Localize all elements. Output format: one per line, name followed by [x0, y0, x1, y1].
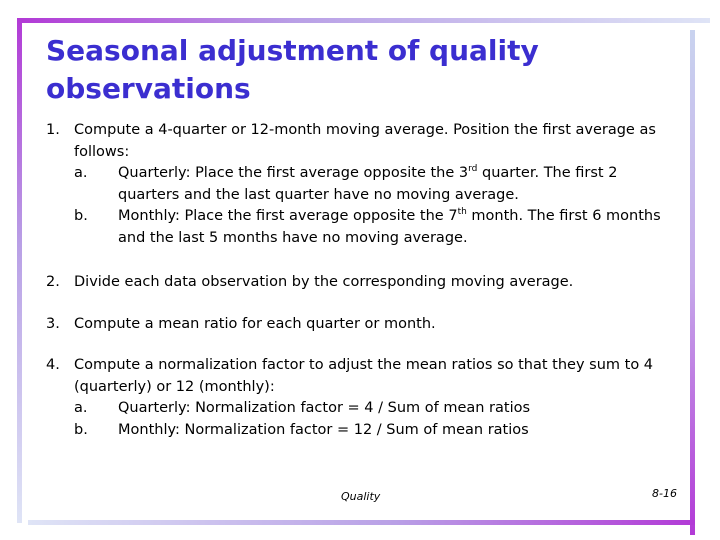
slide-body [46, 120, 676, 441]
sub-item-letter: b. [74, 208, 88, 224]
sub-item-text: Quarterly: Normalization factor = 4 / Sum of mean ratios [118, 400, 531, 416]
list-item-text: Compute a 4-quarter or 12-month moving average. Position the first average as follows: [74, 122, 656, 160]
superscript: rd [468, 164, 478, 174]
slide-border-right [690, 30, 695, 535]
slide-border-top [20, 18, 710, 23]
list-item-text: Divide each data observation by the corresponding moving average. [74, 274, 574, 290]
sub-item-text: Monthly: Normalization factor = 12 / Sum of mean ratios [118, 421, 529, 438]
sub-item-letter: b. [74, 421, 88, 438]
sub-item-4b [46, 420, 676, 442]
list-item-number: 1. [46, 122, 60, 138]
sub-item-text-end: quarter. The first 2 quarters and the last quarter have no moving average. [118, 165, 618, 203]
list-item-number: 3. [46, 315, 60, 332]
list-item-4 [46, 355, 676, 398]
list-item-1 [46, 120, 676, 163]
sub-item-4a [46, 398, 676, 420]
sub-item-letter: a. [74, 400, 88, 416]
list-item-number: 2. [46, 274, 60, 290]
superscript: th [457, 207, 467, 217]
slide-border-bottom [28, 520, 695, 525]
sub-item-text-start: Monthly: Place the first average opposite the 7 [118, 208, 458, 224]
sub-item-1b [46, 206, 676, 249]
page-number: 8-16 [652, 487, 677, 500]
slide-title: Seasonal adjustment of quality observations [46, 34, 539, 105]
list-item-text: Compute a mean ratio for each quarter or month. [74, 315, 436, 332]
sub-item-text-end: month. The first 6 months and the last 5 months have no moving average. [118, 208, 661, 246]
slide-border-left [17, 18, 22, 523]
list-item-2 [46, 272, 676, 294]
list-item-number: 4. [46, 357, 60, 373]
sub-item-letter: a. [74, 165, 88, 181]
sub-item-1a [46, 163, 676, 206]
footer-label: Quality [341, 490, 381, 503]
sub-item-text-start: Quarterly: Place the first average opposite the 3 [118, 165, 469, 181]
list-item-text: Compute a normalization factor to adjust the mean ratios so that they sum to 4 (quarterly) or 12 (monthly): [74, 357, 654, 395]
list-item-3 [46, 314, 676, 336]
